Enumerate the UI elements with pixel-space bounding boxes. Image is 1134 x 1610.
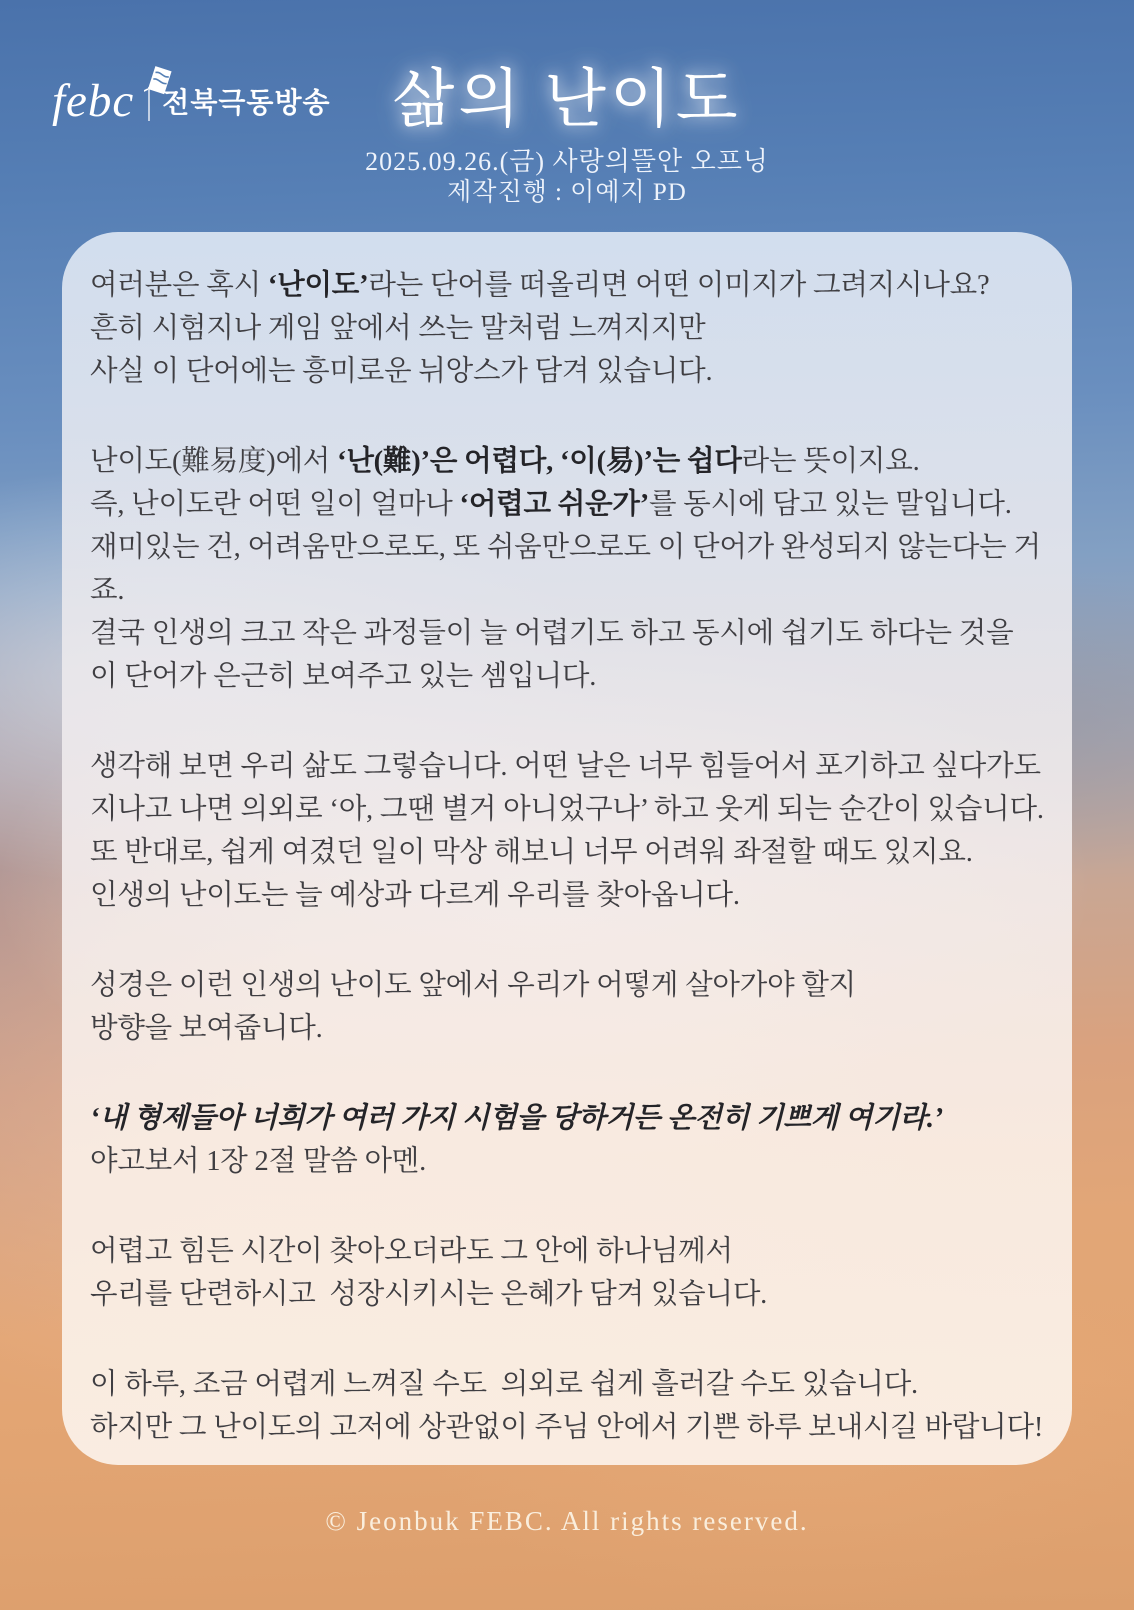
text-line: 우리를 단련하시고 성장시키시는 은혜가 담겨 있습니다. xyxy=(90,1279,768,1310)
text-line: 지나고 나면 의외로 ‘아, 그땐 별거 아니었구나’ 하고 웃게 되는 순간이 있습니다. xyxy=(90,794,1044,825)
text-line: 여러분은 혹시 ‘난이도’라는 단어를 떠올리면 어떤 이미지가 그려지시나요? xyxy=(90,270,990,301)
text-line: 또 반대로, 쉽게 여겼던 일이 막상 해보니 너무 어려워 좌절할 때도 있지요. xyxy=(90,837,973,868)
broadcast-date-subtitle: 2025.09.26.(금) 사랑의뜰안 오프닝 xyxy=(365,147,769,176)
text-line: 이 하루, 조금 어렵게 느껴질 수도 의외로 쉽게 흘러갈 수도 있습니다. xyxy=(90,1369,918,1400)
text-line: 흔히 시험지나 게임 앞에서 쓰는 말처럼 느껴지지만 xyxy=(90,313,706,344)
text-line: 난이도(難易度)에서 ‘난(難)’은 어렵다, ‘이(易)’는 쉽다라는 뜻이지요. xyxy=(90,446,920,477)
text-line: 성경은 이런 인생의 난이도 앞에서 우리가 어떻게 살아가야 할지 xyxy=(90,970,857,1001)
paragraph xyxy=(90,745,1044,917)
febc-logo-text: febc xyxy=(52,75,135,127)
text-line: 즉, 난이도란 어떤 일이 얼마나 ‘어렵고 쉬운가’를 동시에 담고 있는 말입니다. xyxy=(90,489,1012,520)
paragraph xyxy=(90,1363,1044,1449)
text-line: 어렵고 힘든 시간이 찾아오더라도 그 안에 하나님께서 xyxy=(90,1236,733,1267)
text-line: 사실 이 단어에는 흥미로운 뉘앙스가 담겨 있습니다. xyxy=(90,356,713,387)
script-card xyxy=(62,232,1072,1465)
station-name: 전북극동방송 xyxy=(162,87,331,118)
paragraph xyxy=(90,264,1044,393)
paragraph xyxy=(90,1097,1044,1183)
script-body xyxy=(90,264,1044,1449)
text-line: 인생의 난이도는 늘 예상과 다르게 우리를 찾아옵니다. xyxy=(90,880,740,911)
paragraph xyxy=(90,964,1044,1050)
text-line: 이 단어가 은근히 보여주고 있는 셈입니다. xyxy=(90,661,597,692)
paragraph xyxy=(90,1230,1044,1316)
text-line: 하지만 그 난이도의 고저에 상관없이 주님 안에서 기쁜 하루 보내시길 바랍니다! xyxy=(90,1412,1044,1443)
page-title: 삶의 난이도 xyxy=(392,64,742,135)
text-line: 방향을 보여줍니다. xyxy=(90,1013,323,1044)
copyright-footer: © Jeonbuk FEBC. All rights reserved. xyxy=(325,1506,809,1536)
text-line: 생각해 보면 우리 삶도 그렇습니다. 어떤 날은 너무 힘들어서 포기하고 싶다가도 xyxy=(90,751,1041,782)
paragraph xyxy=(90,440,1044,698)
text-line: 결국 인생의 크고 작은 과정들이 늘 어렵기도 하고 동시에 쉽기도 하다는 것을 xyxy=(90,618,1014,649)
text-line: 재미있는 건, 어려움만으로도, 또 쉬움만으로도 이 단어가 완성되지 않는다는 거죠. xyxy=(90,532,1041,606)
text-line: 야고보서 1장 2절 말씀 아멘. xyxy=(90,1146,427,1177)
producer-subtitle: 제작진행 : 이예지 PD xyxy=(447,179,687,206)
text-line: ‘내 형제들아 너희가 여러 가지 시험을 당하거든 온전히 기쁘게 여기라.’ xyxy=(90,1103,944,1134)
